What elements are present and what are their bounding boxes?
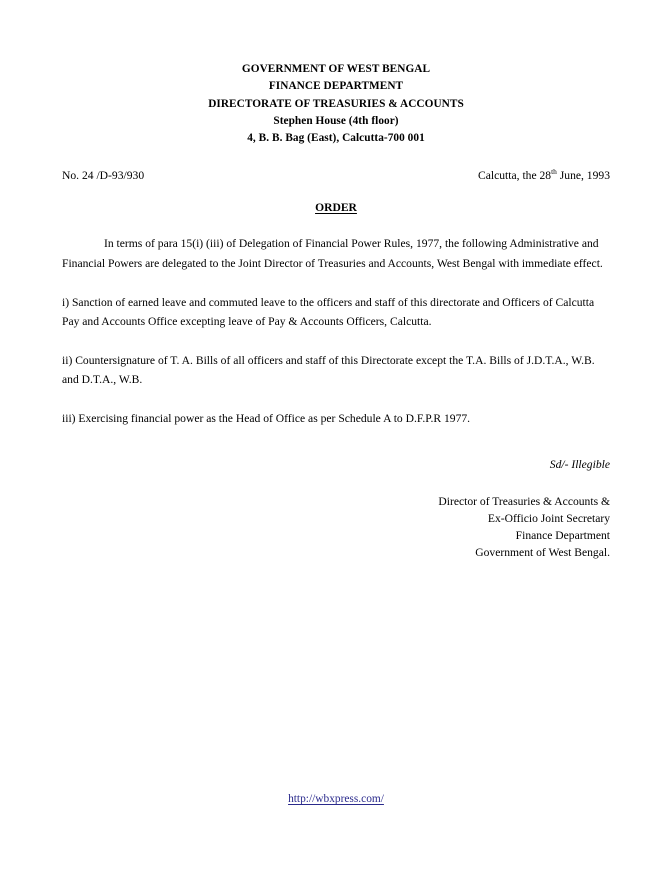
designation-line-title: Director of Treasuries & Accounts & (438, 494, 610, 508)
order-title-text: ORDER (315, 201, 357, 215)
letterhead-line-directorate: DIRECTORATE OF TREASURIES & ACCOUNTS (208, 97, 464, 110)
clause-item-ii: ii) Countersignature of T. A. Bills of all officers and staff of this Directorate except the T.A. Bills of J.D.T.A., W.B. and D.T.A., W.B. (62, 353, 595, 387)
footer (0, 789, 672, 807)
reference-row (62, 167, 610, 185)
designation-block (62, 493, 610, 562)
letterhead-line-building: Stephen House (4th floor) (273, 114, 399, 127)
letterhead-line-address: 4, B. B. Bag (East), Calcutta-700 001 (247, 132, 425, 145)
clause-item-iii: iii) Exercising financial power as the Head of Office as per Schedule A to D.F.P.R 1977. (62, 412, 471, 426)
clause-item-i: i) Sanction of earned leave and commuted leave to the officers and staff of this directorate and Officers of Calcutta Pay and Accounts Office excepting leave of Pay & Accounts Officers, Calcutta. (62, 295, 595, 329)
letterhead-line-department: FINANCE DEPARTMENT (268, 80, 404, 93)
date-prefix: Calcutta, the 28 (478, 169, 552, 183)
intro-paragraph: In terms of para 15(i) (iii) of Delegation of Financial Power Rules, 1977, the following Administrative and Financial Powers are delegated to the Joint Director of Treasuries and Accounts, West Bengal with immediate effect. (62, 237, 603, 271)
letterhead-line-government: GOVERNMENT OF WEST BENGAL (241, 63, 431, 75)
signature-line: Sd/- Illegible (549, 457, 610, 471)
memo-number: No. 24 /D-93/930 (62, 169, 145, 183)
letterhead (62, 61, 610, 147)
document-content (62, 0, 610, 561)
place-and-date (478, 167, 610, 185)
date-suffix: June, 1993 (556, 169, 610, 183)
order-title (62, 200, 610, 216)
date-ordinal-suffix: th (551, 167, 557, 177)
designation-line-department: Finance Department (515, 529, 610, 543)
designation-line-government: Government of West Bengal. (475, 546, 610, 560)
designation-line-secretary: Ex-Officio Joint Secretary (487, 511, 610, 525)
source-link[interactable]: http://wbxpress.com/ (288, 793, 384, 805)
